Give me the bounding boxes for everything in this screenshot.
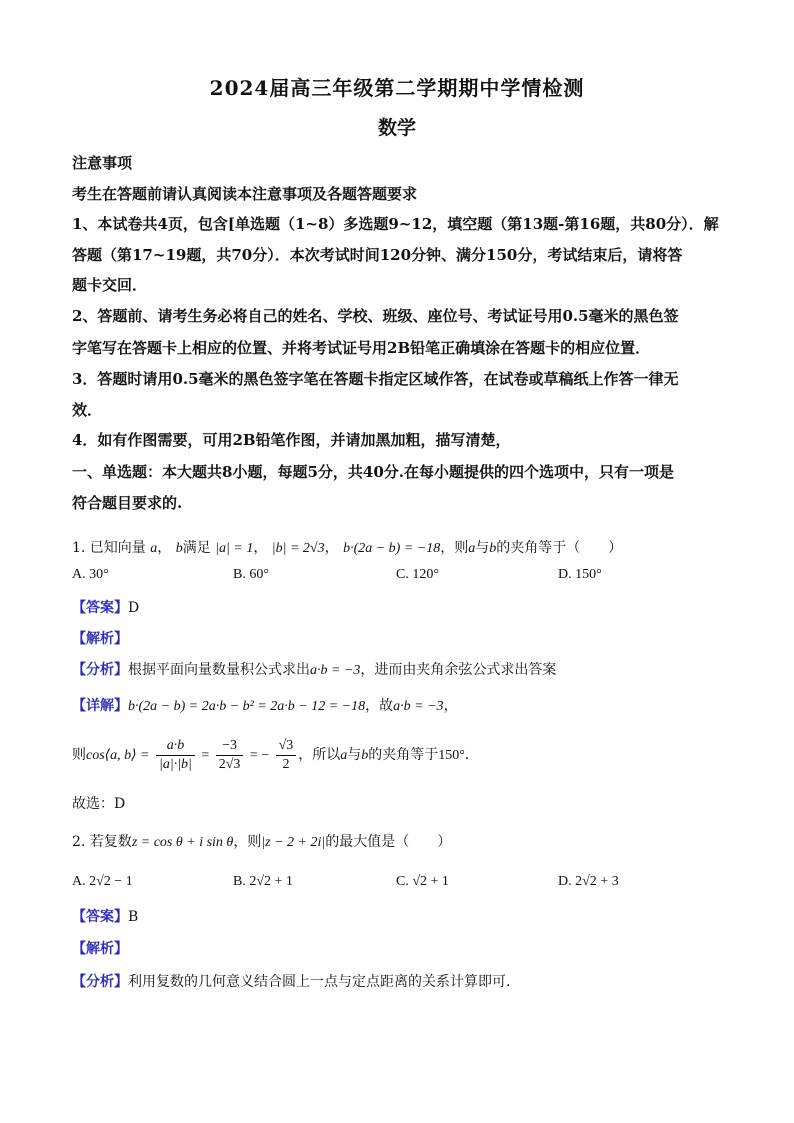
notice-item3-line1: 3．答题时请用0.5毫米的黑色签字笔在答题卡指定区域作答，在试卷或草稿纸上作答一律无 — [72, 370, 679, 388]
q1-frac1-num: a·b — [156, 737, 195, 756]
q1-tail: 的夹角等于（ ） — [496, 540, 623, 556]
q1-frac3-num: √3 — [276, 737, 297, 756]
q2-z: z = cos θ + i sin θ — [131, 835, 234, 850]
q1-choice: 故选：D — [72, 796, 126, 812]
q1-eq2: = − — [249, 748, 270, 763]
q2-mid: ，则 — [233, 834, 262, 850]
q1-fenxi — [72, 660, 732, 681]
q1-fenxi-tag: 【分析】 — [72, 662, 128, 678]
q1-fenxi-a: 根据平面向量数量积公式求出 — [128, 662, 310, 678]
notice-item3-line2: 效． — [72, 401, 103, 419]
q1-detail-end: ， — [443, 698, 458, 714]
q1-fenxi-expr: a·b = −3 — [310, 663, 361, 678]
notice-item1-line1: 1、本试卷共4页，包含[单选题（1~8）多选题9~12，填空题（第13题-第16题，共80分）．解 — [72, 215, 719, 233]
q1-so: ，所以 — [298, 747, 341, 763]
q1-sep2: ， — [253, 540, 268, 556]
q1-frac3 — [276, 737, 297, 774]
q1-answer-value: D — [128, 600, 140, 616]
q1-option-b: B. 60° — [233, 567, 269, 582]
q1-analysis-heading — [72, 629, 732, 649]
q2-analysis-tag: 【解析】 — [72, 941, 128, 957]
q1-cos: cos⟨a, b⟩ = — [86, 748, 150, 763]
q2-fenxi — [72, 972, 732, 992]
notice-intro: 考生在答题前请认真阅读本注意事项及各题答题要求 — [72, 185, 418, 203]
q1-vector-b-3: b — [361, 748, 369, 763]
notice-heading: 注意事项 — [72, 154, 133, 172]
notice-item1-line2: 答题（第17~19题，共70分）．本次考试时间120分钟、满分150分，考试结束后，请将答 — [72, 246, 683, 264]
q1-vector-a-3: a — [340, 748, 348, 763]
q2-option-c: C. √2 + 1 — [396, 874, 449, 889]
q1-option-d: D. 150° — [558, 567, 602, 582]
q1-detail-expr: b·(2a − b) = 2a·b − b² = 2a·b − 12 = −18 — [128, 699, 366, 714]
q1-cond2: |b| = 2√3 — [271, 541, 325, 556]
q1-frac3-den: 2 — [282, 756, 290, 772]
section1-line1: 一、单选题：本大题共8小题，每题5分，共40分.在每小题提供的四个选项中，只有一项是 — [72, 463, 674, 481]
q1-vector-b-2: b — [489, 541, 497, 556]
q2-option-a: A. 2√2 − 1 — [72, 874, 133, 889]
q1-option-a: A. 30° — [72, 567, 109, 582]
q2-answer-value: B — [128, 909, 139, 925]
q1-fenxi-b: ，进而由夹角余弦公式求出答案 — [360, 662, 557, 678]
q2-expr: |z − 2 + 2i| — [261, 835, 326, 850]
q2-option-b: B. 2√2 + 1 — [233, 874, 293, 889]
q2-answer — [72, 907, 732, 927]
notice-item1-line3: 题卡交回． — [72, 276, 148, 294]
q1-analysis-tag: 【解析】 — [72, 631, 128, 647]
q1-cond3: b·(2a − b) = −18 — [343, 541, 441, 556]
q1-frac2-den: 2√3 — [218, 756, 241, 772]
q1-eq: = — [201, 748, 210, 763]
q1-sep3: ， — [324, 540, 339, 556]
q1-and-2: 与 — [347, 747, 362, 763]
subject-title: 数学 — [377, 117, 416, 139]
q2-prefix: 2. 若复数 — [72, 834, 132, 850]
q1-vector-b: b — [175, 541, 183, 556]
q1-and: 与 — [475, 540, 490, 556]
q1-option-c: C. 120° — [396, 567, 439, 582]
q1-frac2-num: −3 — [216, 737, 244, 756]
q1-frac2 — [216, 737, 244, 774]
q2-stem — [72, 832, 732, 853]
q1-period: ． — [464, 747, 479, 763]
q2-answer-tag: 【答案】 — [72, 909, 128, 925]
q1-stem — [72, 538, 732, 559]
q1-angle: 150° — [438, 748, 465, 763]
q1-detail-mid: ，故 — [365, 698, 394, 714]
q1-vector-a: a — [150, 541, 158, 556]
q1-answer — [72, 598, 732, 618]
q2-option-d: D. 2√2 + 3 — [558, 874, 619, 889]
q2-tail: 的最大值是（ ） — [325, 834, 452, 850]
exam-title: 2024届高三年级第二学期期中学情检测 — [209, 76, 585, 100]
q2-fenxi-text: 利用复数的几何意义结合圆上一点与定点距离的关系计算即可. — [128, 974, 511, 990]
q1-then: ，则 — [440, 540, 469, 556]
q1-cos-line — [72, 736, 732, 775]
notice-item2-line1: 2、答题前、请考生务必将自己的姓名、学校、班级、座位号、考试证号用0.5毫米的黑色签 — [72, 307, 679, 325]
section1-line2: 符合题目要求的. — [72, 494, 183, 512]
q1-sep: ， — [157, 540, 172, 556]
q1-frac1-den: |a|·|b| — [159, 756, 192, 772]
q1-frac1 — [156, 737, 195, 774]
notice-item2-line2: 字笔写在答题卡上相应的位置、并将考试证号用2B铅笔正确填涂在答题卡的相应位置． — [72, 339, 651, 357]
q2-fenxi-tag: 【分析】 — [72, 974, 128, 990]
q1-angle-tail: 的夹角等于 — [368, 747, 439, 763]
q1-satisfy: 满足 — [182, 540, 211, 556]
q2-analysis-heading — [72, 939, 732, 959]
q1-vector-a-2: a — [468, 541, 476, 556]
q1-detail-tag: 【详解】 — [72, 698, 128, 714]
q1-answer-tag: 【答案】 — [72, 600, 128, 616]
q1-detail — [72, 696, 732, 717]
q1-cond1: |a| = 1 — [215, 541, 254, 556]
q1-detail-result: a·b = −3 — [393, 699, 444, 714]
q1-prefix: 1. 已知向量 — [72, 540, 146, 556]
q1-then2: 则 — [72, 747, 86, 763]
notice-item4: 4．如有作图需要，可用2B铅笔作图，并请加黑加粗，描写清楚， — [72, 431, 511, 449]
